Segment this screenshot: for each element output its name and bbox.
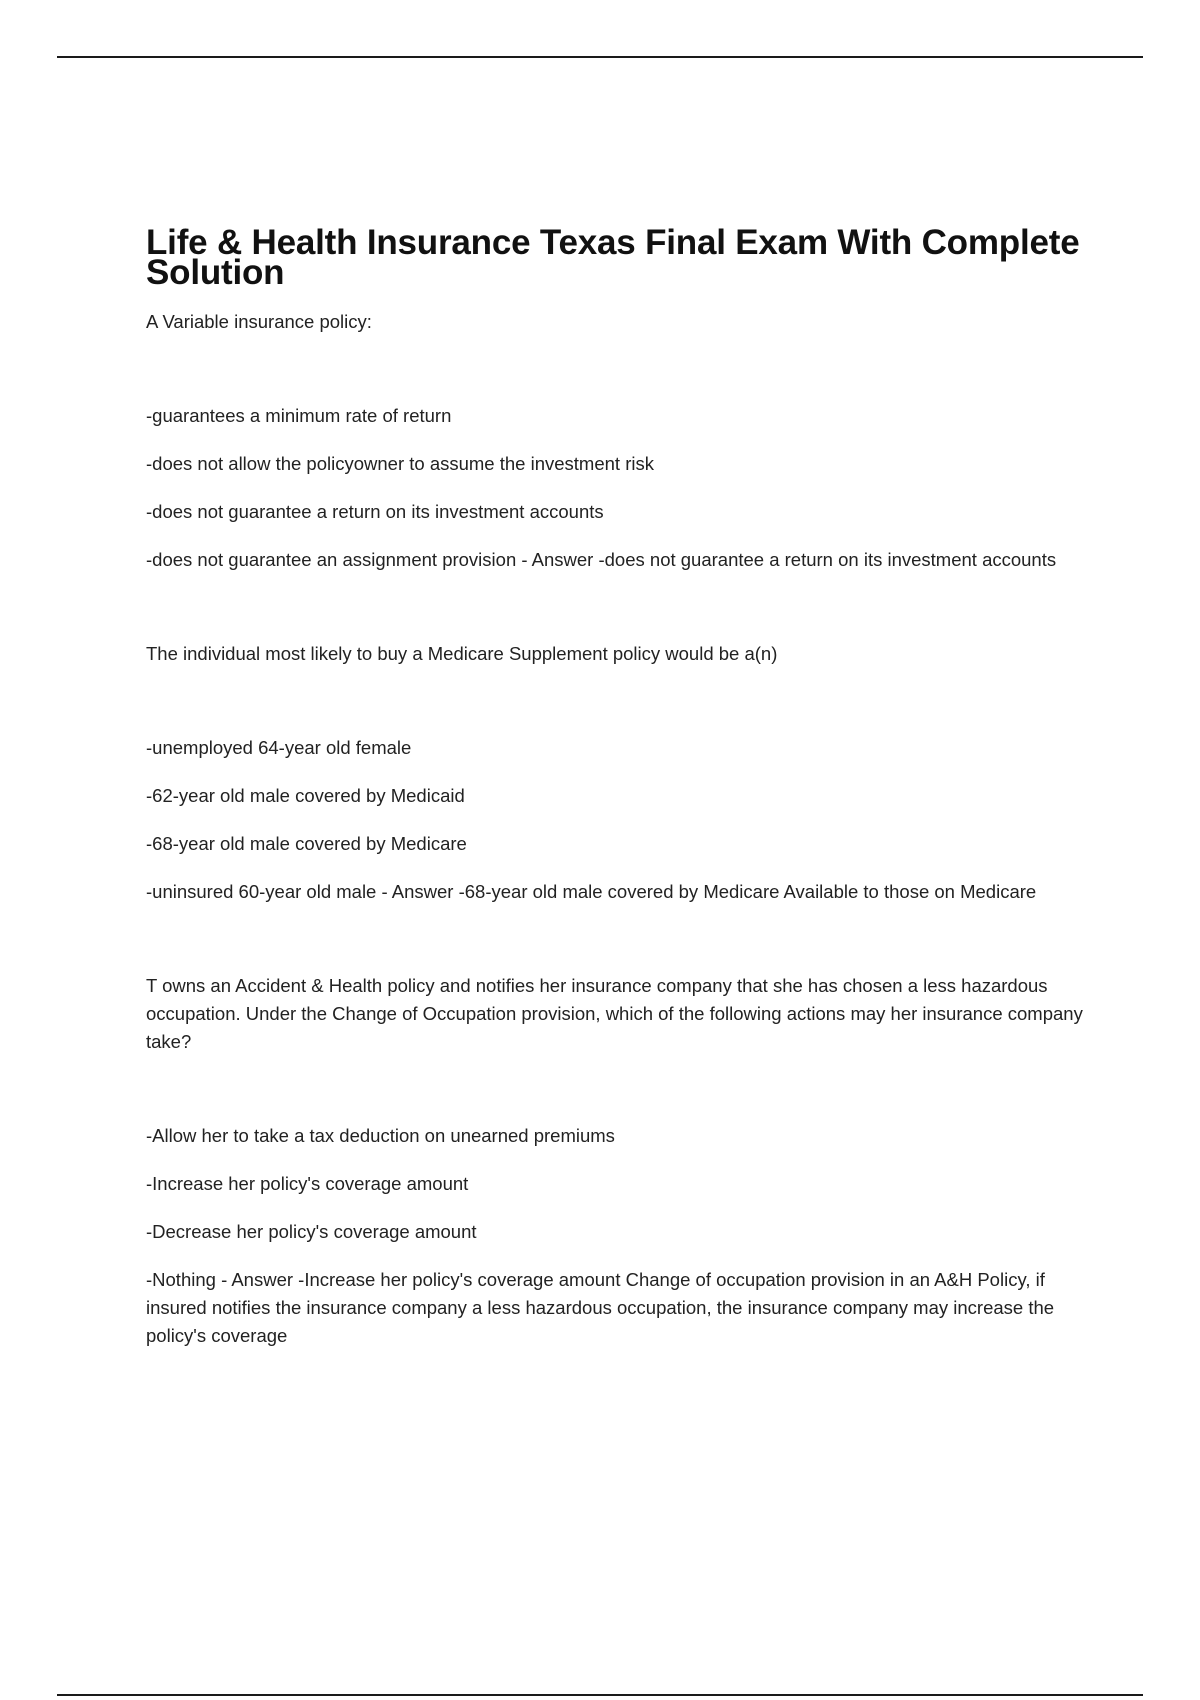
header-rule (57, 56, 1143, 58)
question-block-3 (146, 972, 1086, 1350)
question-text: The individual most likely to buy a Medicare Supplement policy would be a(n) (146, 643, 778, 664)
question-text: T owns an Accident & Health policy and notifies her insurance company that she has chosen a less hazardous occupation. Under the Change of Occupation provision, which of the following actions may her insurance company take? (146, 975, 1083, 1052)
answer-option: -does not allow the policyowner to assume the investment risk (146, 453, 654, 474)
answer-option: -Allow her to take a tax deduction on unearned premiums (146, 1125, 615, 1146)
answer-option: -68-year old male covered by Medicare (146, 833, 467, 854)
question-block-2 (146, 640, 1086, 906)
answer-option: -Increase her policy's coverage amount (146, 1173, 469, 1194)
answer-option: -unemployed 64-year old female (146, 737, 412, 758)
footer-rule (57, 1694, 1143, 1696)
answer-option-with-answer: -does not guarantee an assignment provision - Answer -does not guarantee a return on its investment accounts (146, 549, 1057, 570)
answer-option-with-answer: -Nothing - Answer -Increase her policy's coverage amount Change of occupation provision in an A&H Policy, if insured notifies the insurance company a less hazardous occupation, the insurance company may increase the policy's coverage (146, 1269, 1055, 1346)
answer-option: -62-year old male covered by Medicaid (146, 785, 465, 806)
answer-option: -guarantees a minimum rate of return (146, 405, 452, 426)
document-body (146, 223, 1086, 1350)
question-block-1 (146, 308, 1086, 574)
question-text: A Variable insurance policy: (146, 311, 372, 332)
document-title: Life & Health Insurance Texas Final Exam With Complete Solution (146, 223, 1080, 292)
answer-option-with-answer: -uninsured 60-year old male - Answer -68-year old male covered by Medicare Available to those on Medicare (146, 881, 1037, 902)
answer-option: -Decrease her policy's coverage amount (146, 1221, 477, 1242)
answer-option: -does not guarantee a return on its investment accounts (146, 501, 604, 522)
